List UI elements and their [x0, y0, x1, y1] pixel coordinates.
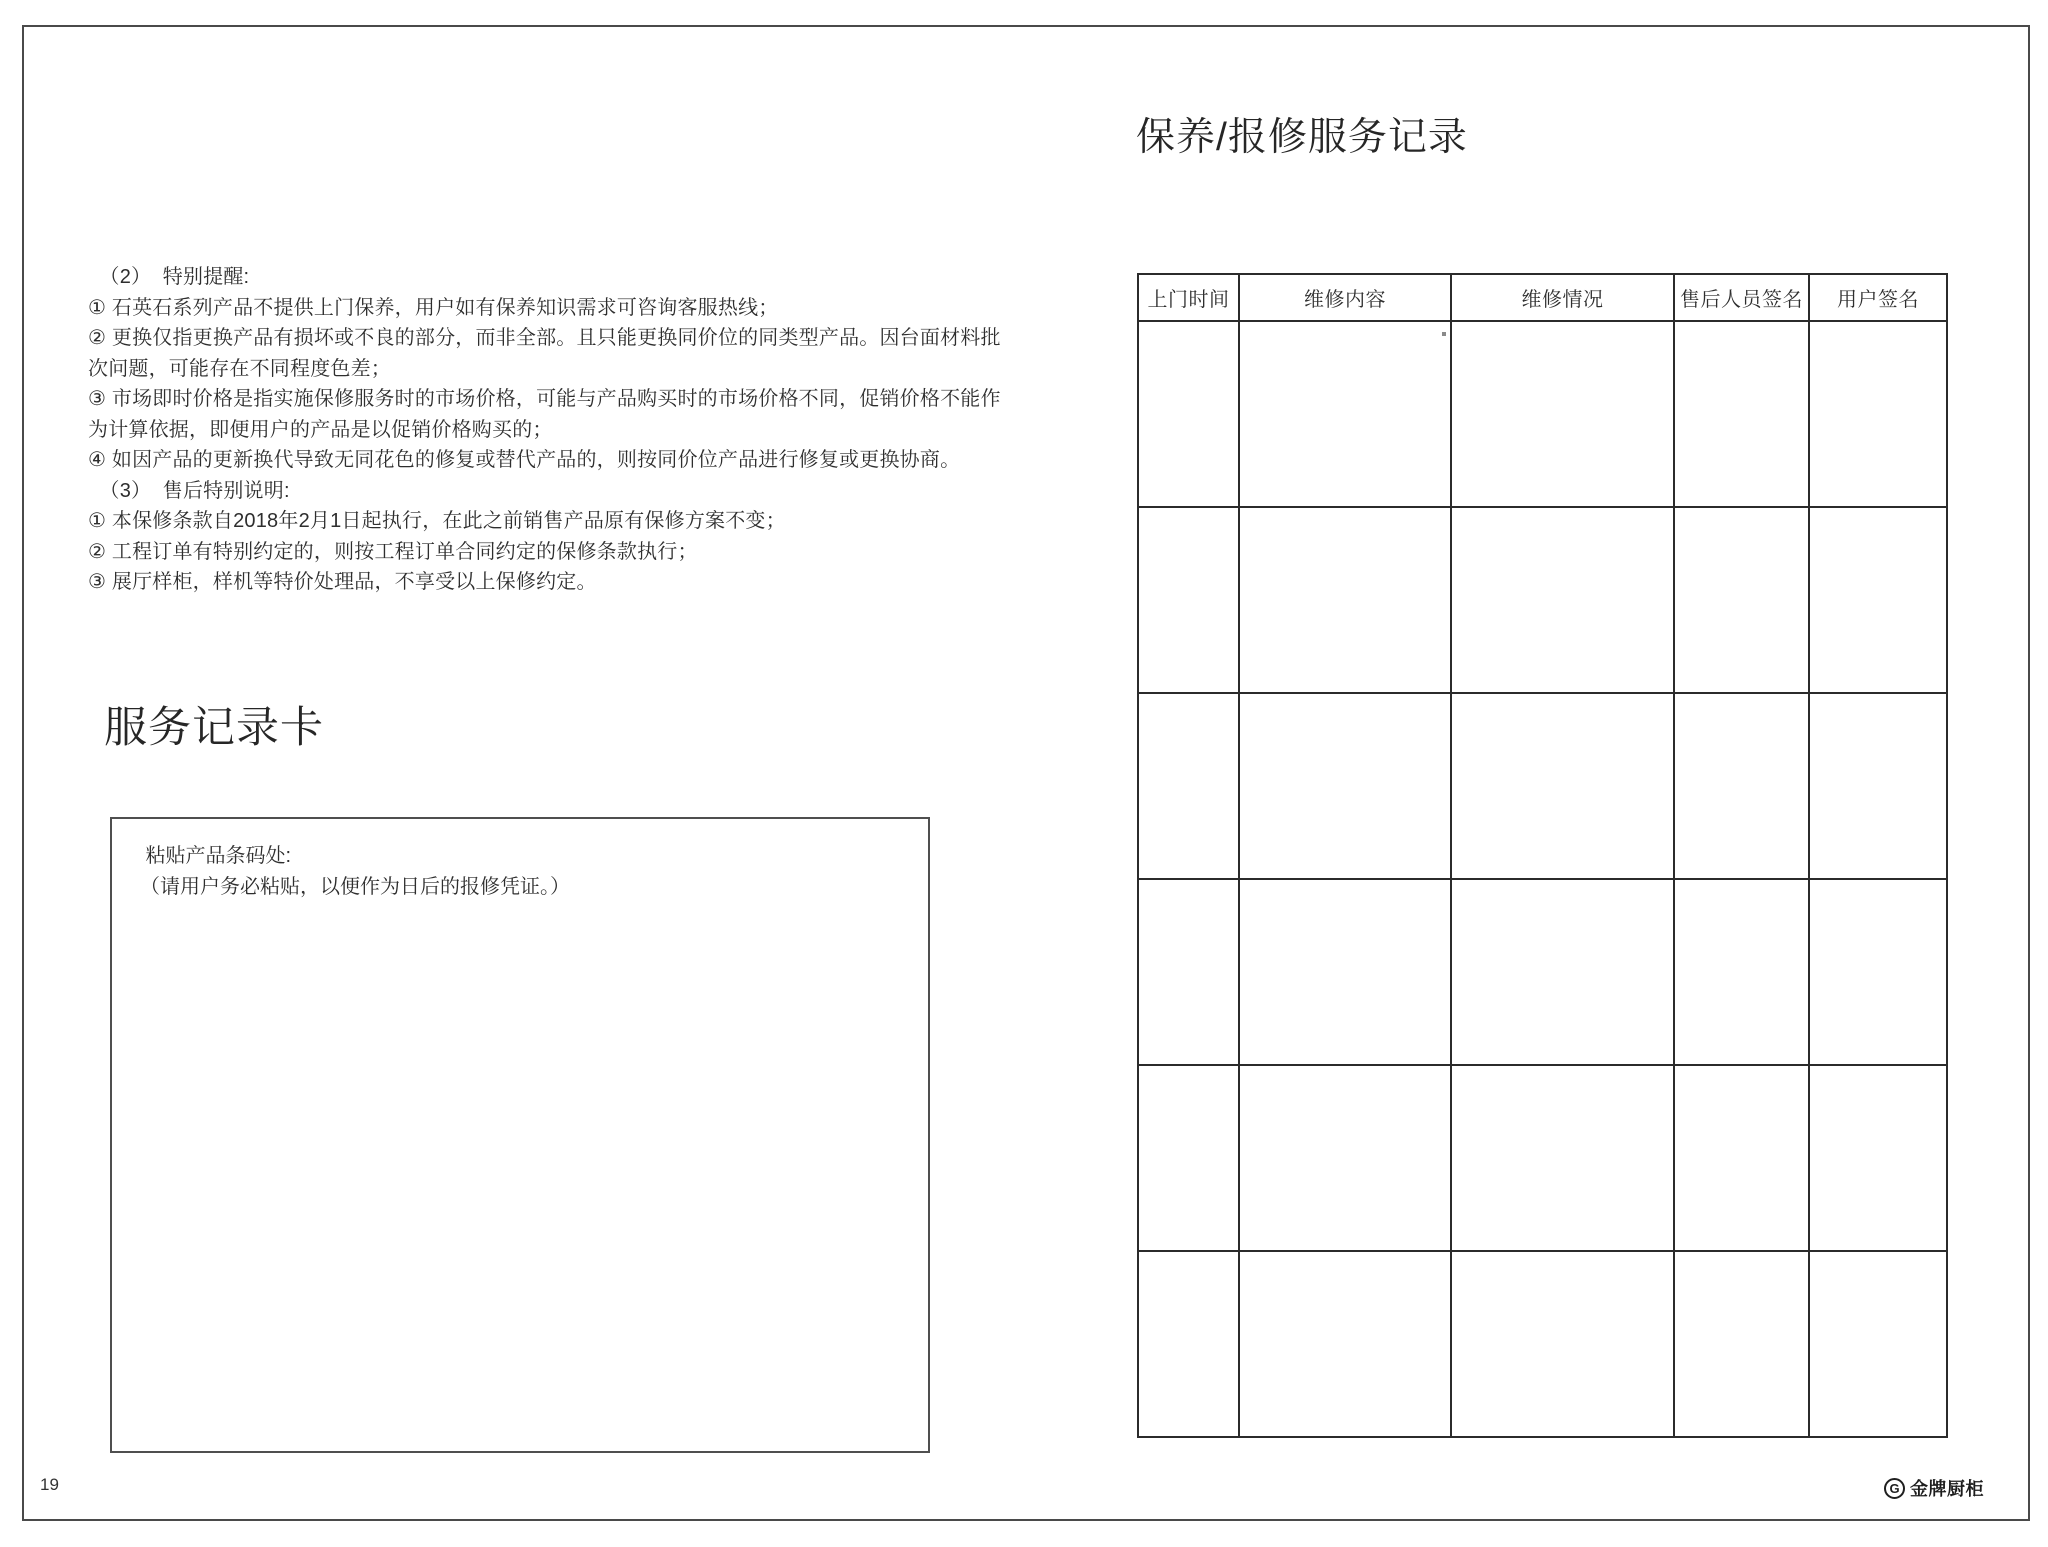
service-record-empty-row [1138, 879, 1947, 1065]
barcode-sticker-box [110, 817, 930, 1453]
column-header-repair-content: 维修内容 [1239, 274, 1451, 321]
brand-name: 金牌厨柜 [1910, 1479, 1984, 1499]
service-record-empty-cell [1138, 1251, 1239, 1437]
service-record-empty-cell [1138, 879, 1239, 1065]
service-record-empty-row [1138, 321, 1947, 507]
note-line: （3） 售后特别说明: [88, 479, 290, 502]
maintenance-record-title: 保养/报修服务记录 [1136, 116, 1468, 159]
service-record-empty-cell [1674, 879, 1809, 1065]
column-header-staff-signature: 售后人员签名 [1674, 274, 1809, 321]
service-record-empty-cell [1809, 879, 1947, 1065]
column-header-repair-status: 维修情况 [1451, 274, 1674, 321]
service-record-empty-cell [1451, 879, 1674, 1065]
service-record-empty-cell [1674, 321, 1809, 507]
brand-g-icon: G [1884, 1478, 1905, 1499]
service-record-empty-cell [1138, 321, 1239, 507]
service-record-empty-row [1138, 693, 1947, 879]
barcode-box-note: （请用户务必粘贴，以便作为日后的报修凭证。） [140, 876, 570, 898]
service-record-empty-cell [1674, 1065, 1809, 1251]
service-record-empty-cell [1239, 507, 1451, 693]
service-record-empty-cell [1451, 507, 1674, 693]
service-record-empty-cell [1674, 1251, 1809, 1437]
service-record-empty-cell [1138, 507, 1239, 693]
note-line: ② 工程订单有特别约定的，则按工程订单合同约定的保修条款执行； [88, 540, 698, 563]
service-record-empty-cell [1239, 1251, 1451, 1437]
service-record-empty-cell [1451, 1251, 1674, 1437]
column-header-visit-time: 上门时间 [1138, 274, 1239, 321]
note-line: 次问题，可能存在不同程度色差； [88, 357, 391, 380]
service-record-empty-cell [1239, 693, 1451, 879]
note-line: ② 更换仅指更换产品有损坏或不良的部分，而非全部。且只能更换同价位的同类型产品。因台面材料批 [88, 327, 1001, 349]
service-record-empty-cell [1674, 507, 1809, 693]
service-record-empty-cell [1809, 1065, 1947, 1251]
note-line: ③ 市场即时价格是指实施保修服务时的市场价格，可能与产品购买时的市场价格不同，促销价格不能作 [88, 388, 1001, 410]
note-line: ④ 如因产品的更新换代导致无同花色的修复或替代产品的，则按同价位产品进行修复或更换协商。 [88, 449, 961, 471]
note-line: ① 石英石系列产品不提供上门保养，用户如有保养知识需求可咨询客服热线； [88, 296, 779, 319]
service-record-empty-row [1138, 507, 1947, 693]
service-record-empty-cell [1809, 507, 1947, 693]
scan-speck [1442, 332, 1446, 336]
service-record-empty-cell [1451, 321, 1674, 507]
service-record-empty-cell [1809, 321, 1947, 507]
page-number: 19 [40, 1475, 59, 1494]
column-header-user-signature: 用户签名 [1809, 274, 1947, 321]
brand-logo [1884, 1475, 1984, 1501]
note-line: ③ 展厅样柜，样机等特价处理品，不享受以上保修约定。 [88, 571, 597, 593]
note-line: 为计算依据，即便用户的产品是以促销价格购买的； [88, 418, 553, 441]
service-record-empty-cell [1809, 693, 1947, 879]
service-record-empty-cell [1451, 693, 1674, 879]
warranty-notes [88, 262, 1001, 598]
note-line: （2） 特别提醒: [88, 266, 250, 288]
note-line: ① 本保修条款自2018年2月1日起执行，在此之前销售产品原有保修方案不变； [88, 510, 786, 532]
service-record-empty-cell [1809, 1251, 1947, 1437]
barcode-box-label: 粘贴产品条码处: [140, 845, 292, 867]
service-record-empty-cell [1239, 321, 1451, 507]
service-record-empty-cell [1239, 879, 1451, 1065]
service-record-empty-cell [1674, 693, 1809, 879]
service-record-empty-row [1138, 1251, 1947, 1437]
service-record-empty-cell [1138, 1065, 1239, 1251]
service-record-card-title: 服务记录卡 [104, 704, 324, 752]
table-header-row [1138, 274, 1947, 321]
service-record-empty-cell [1451, 1065, 1674, 1251]
service-record-empty-cell [1138, 693, 1239, 879]
maintenance-record-table [1137, 273, 1948, 1438]
service-record-empty-row [1138, 1065, 1947, 1251]
service-record-empty-cell [1239, 1065, 1451, 1251]
